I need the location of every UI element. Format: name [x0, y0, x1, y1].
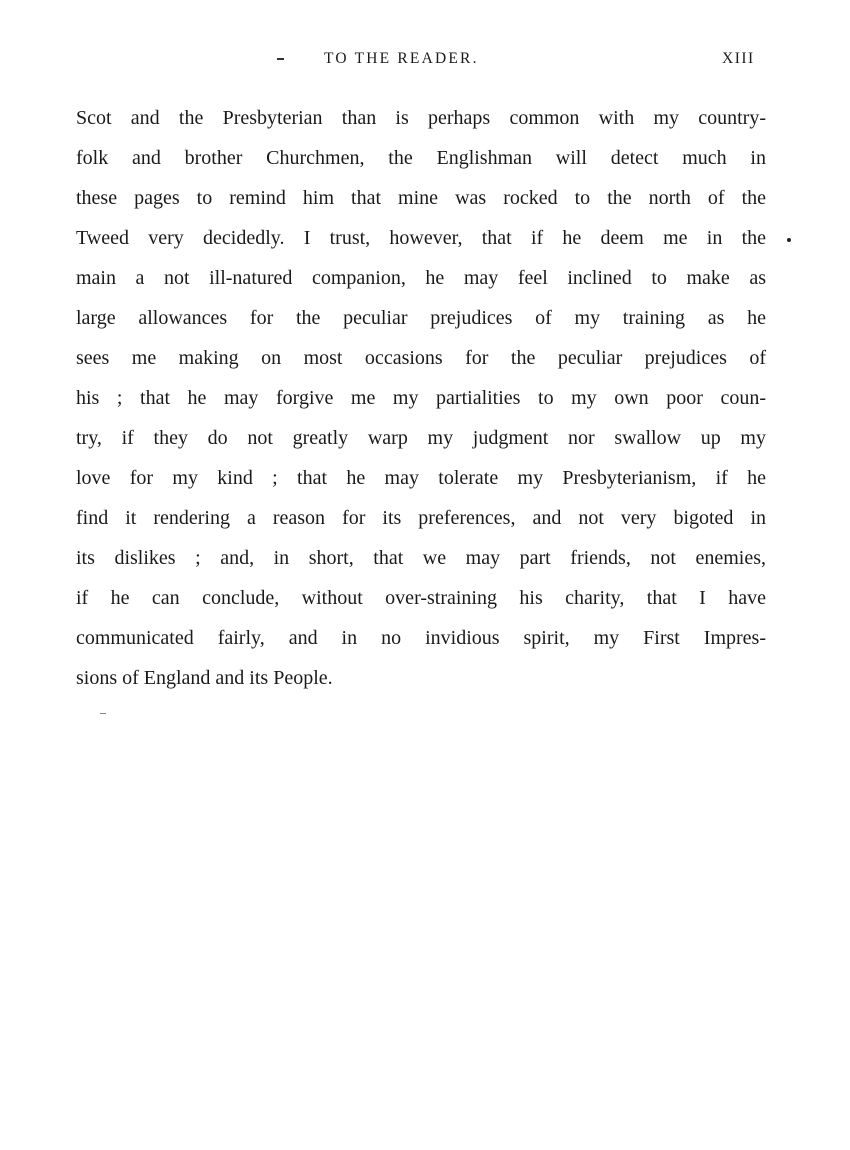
text-line: his ; that he may forgive me my partialities to my own poor coun-: [76, 387, 766, 409]
text-line: its dislikes ; and, in short, that we may part friends, not enemies,: [76, 547, 766, 569]
text-line: main a not ill-natured companion, he may feel inclined to make as: [76, 267, 766, 289]
text-line: love for my kind ; that he may tolerate my Presbyterianism, if he: [76, 467, 766, 489]
print-speck: [100, 713, 106, 714]
text-line: Scot and the Presbyterian than is perhaps common with my country-: [76, 107, 766, 129]
text-line: if he can conclude, without over-straining his charity, that I have: [76, 587, 766, 609]
text-line: Tweed very decidedly. I trust, however, that if he deem me in the: [76, 227, 766, 249]
print-speck: [277, 58, 284, 60]
running-head: [0, 50, 850, 72]
text-line-last: sions of England and its People.: [76, 667, 333, 689]
text-line: folk and brother Churchmen, the Englishman will detect much in: [76, 147, 766, 169]
text-line: find it rendering a reason for its preferences, and not very bigoted in: [76, 507, 766, 529]
running-title: TO THE READER.: [324, 50, 479, 67]
text-line: try, if they do not greatly warp my judgment nor swallow up my: [76, 427, 766, 449]
page-number: XIII: [722, 50, 755, 67]
text-line: communicated fairly, and in no invidious spirit, my First Impres-: [76, 627, 766, 649]
body-paragraph: [76, 98, 766, 698]
text-line: these pages to remind him that mine was rocked to the north of the: [76, 187, 766, 209]
margin-dot: [787, 238, 791, 242]
text-line: large allowances for the peculiar prejudices of my training as he: [76, 307, 766, 329]
text-line: sees me making on most occasions for the peculiar prejudices of: [76, 347, 766, 369]
